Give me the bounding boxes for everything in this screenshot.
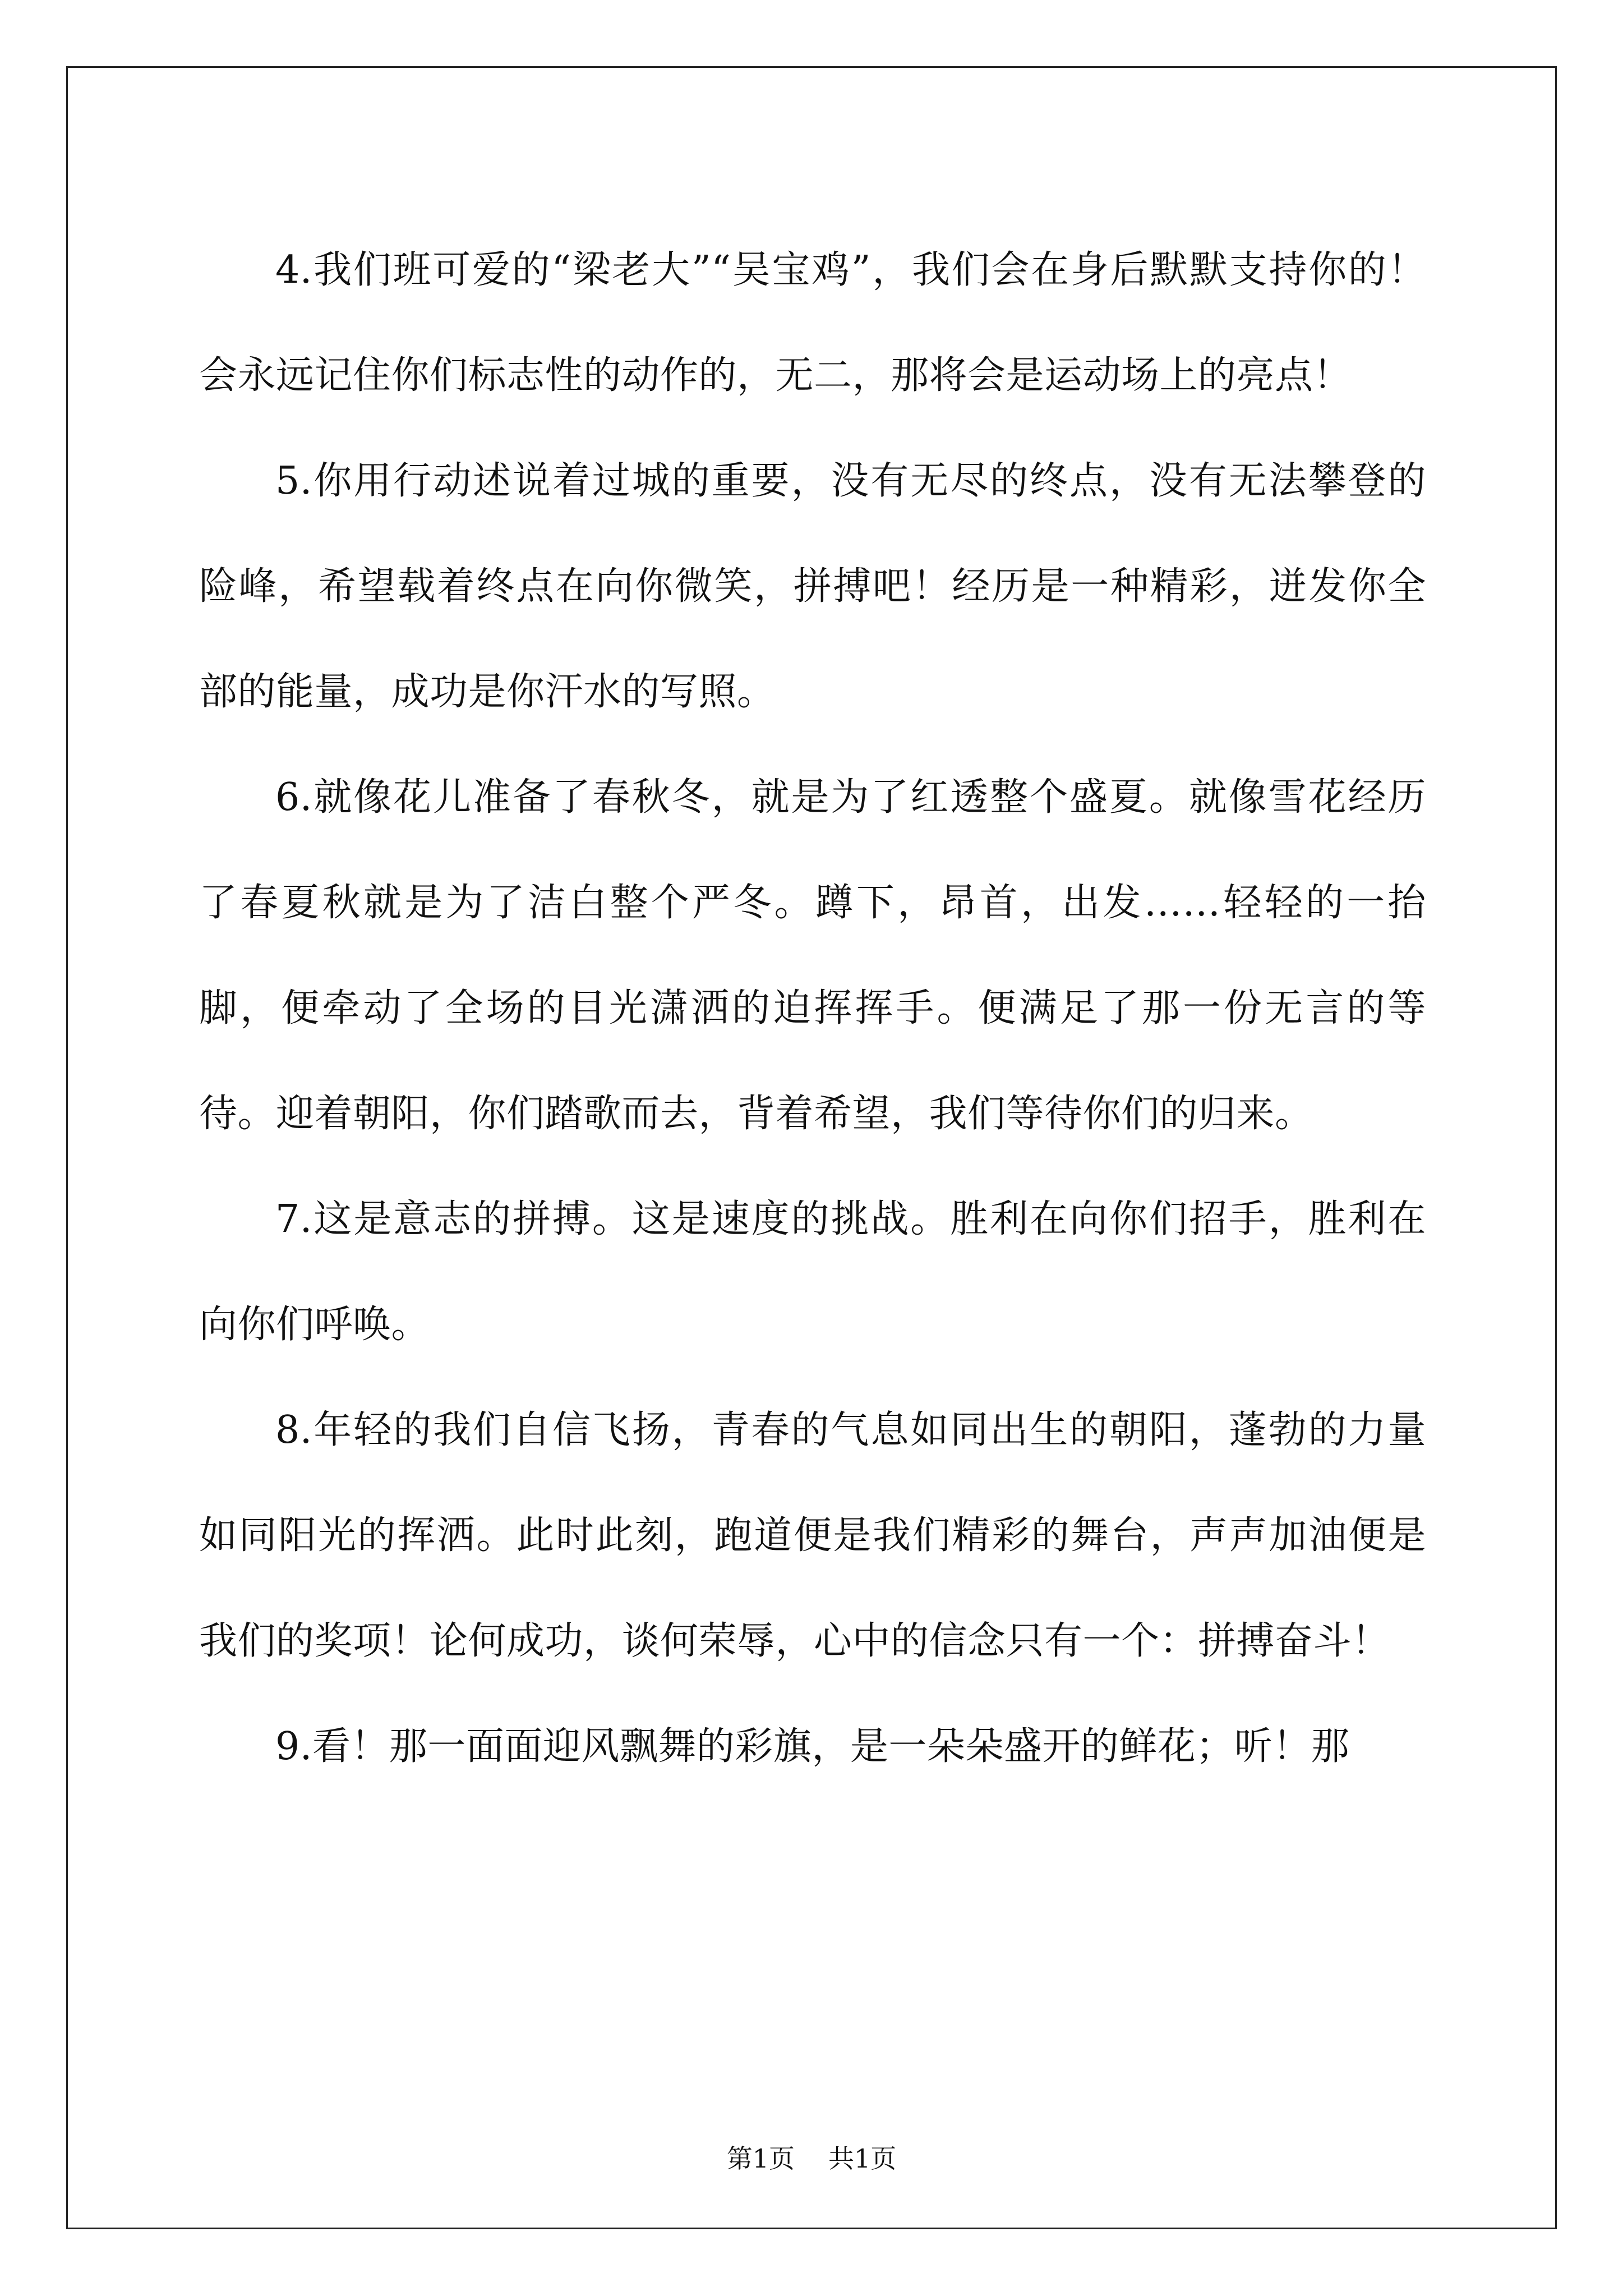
page-footer [0,2142,1623,2175]
page-number-total: 共1页 [828,2143,897,2174]
paragraph-4: 4.我们班可爱的“梁老大”“吴宝鸡”，我们会在身后默默支持你的！会永远记住你们标志性的动作的，无二，那将会是运动场上的亮点！ [199,248,1426,398]
page-number-current: 第1页 [726,2143,795,2174]
paragraph-7: 7.这是意志的拼搏。这是速度的挑战。胜利在向你们招手，胜利在向你们呼唤。 [199,1197,1426,1347]
paragraph-6: 6.就像花儿准备了春秋冬，就是为了红透整个盛夏。就像雪花经历了春夏秋就是为了洁白整个严冬。蹲下，昂首，出发……轻轻的一抬脚，便牵动了全场的目光潇洒的迫挥挥手。便满足了那一份无言的等待。迎着朝阳，你们踏歌而去，背着希望，我们等待你们的归来。 [199,775,1426,1136]
paragraph-5: 5.你用行动述说着过城的重要，没有无尽的终点，没有无法攀登的险峰，希望载着终点在向你微笑，拼搏吧！经历是一种精彩，迸发你全部的能量，成功是你汗水的写照。 [199,459,1426,714]
paragraph-9: 9.看！那一面面迎风飘舞的彩旗，是一朵朵盛开的鲜花；听！那 [275,1724,1350,1769]
document-body [199,218,1426,1800]
paragraph-8: 8.年轻的我们自信飞扬，青春的气息如同出生的朝阳，蓬勃的力量如同阳光的挥洒。此时此刻，跑道便是我们精彩的舞台，声声加油便是我们的奖项！论何成功，谈何荣辱，心中的信念只有一个：拼搏奋斗！ [199,1408,1426,1663]
